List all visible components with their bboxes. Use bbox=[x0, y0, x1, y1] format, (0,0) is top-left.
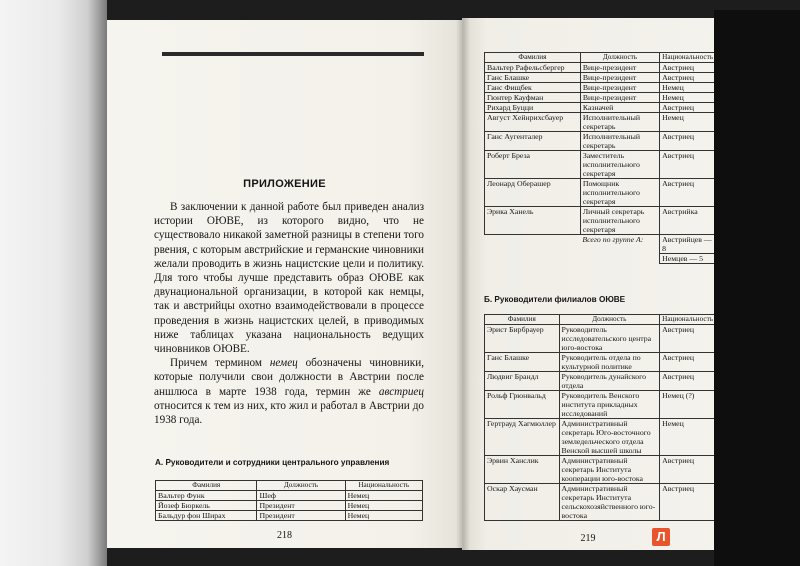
left-page bbox=[107, 20, 462, 548]
table-row: Эрика Ханель Личный секретарь исполнительного секретаря Австрийка bbox=[485, 207, 715, 235]
heading-table-b: Б. Руководители филиалов ОЮВЕ bbox=[484, 295, 626, 304]
table-row: Йозеф Бюркель Президент Немец bbox=[156, 501, 423, 511]
table-b bbox=[484, 314, 714, 521]
table-row: Ганс Блашке Руководитель отдела по культурной политике Австриец bbox=[485, 353, 715, 372]
column-header: Национальность bbox=[345, 481, 422, 491]
table-row: Вальтер Рафельсбергер Вице-президент Австриец bbox=[485, 63, 715, 73]
table-row: Эрист Бирбрауер Руководитель исследовательского центра юго-востока Австриец bbox=[485, 325, 715, 353]
column-header: Должность bbox=[580, 53, 659, 63]
table-row: Ганс Фищбек Вице-президент Немец bbox=[485, 83, 715, 93]
spine-shadow bbox=[456, 18, 470, 550]
table-row: Вальтер Функ Шеф Немец bbox=[156, 491, 423, 501]
left-page-edge bbox=[0, 0, 107, 566]
column-header: Фамилия bbox=[156, 481, 257, 491]
term-avstriets: австриец bbox=[378, 385, 424, 398]
table-row: Ганс Блашке Вице-президент Австриец bbox=[485, 73, 715, 83]
table-central-staff bbox=[484, 52, 714, 264]
paragraph: В заключении к данной работе был приведен анализ истории ОЮВЕ, из которого видно, что не существовало никакой заметной разницы в степени того рвения, с которым австрийские и германские чиновники желали проводить в жизнь нацистские цели и политику. Для того чтобы лучше представить образ ОЮВЕ как двунациональной организации, в которой как немцы, так и австрийцы охотно взаимодействовали в процессе проведения в жизнь нацистских целей, в приводимых ниже таблицах указана национальность ведущих чиновников ОЮВЕ. bbox=[154, 201, 424, 356]
table-row: Гюнтер Кауфман Вице-президент Немец bbox=[485, 93, 715, 103]
total-label: Всего по группе А: bbox=[582, 235, 644, 244]
term-nemets: немец bbox=[269, 357, 298, 370]
column-header: Национальность bbox=[660, 53, 714, 63]
header-rule bbox=[162, 52, 424, 56]
table-row: Рихард Буцци Казначей Австриец bbox=[485, 103, 715, 113]
background-edge bbox=[714, 10, 800, 566]
table-row: Август Хейнрихсбауер Исполнительный секретарь Немец bbox=[485, 113, 715, 132]
table-row: Гертрауд Хагмюллер Административный секретарь Юго-восточного земледельческого отдела Венской высшей школы Немец bbox=[485, 419, 715, 456]
table-header-row bbox=[156, 481, 423, 491]
table-row: Ганс Аугенталер Исполнительный секретарь Австриец bbox=[485, 132, 715, 151]
table-header-row bbox=[485, 53, 715, 63]
labirint-logo: Л bbox=[652, 528, 670, 546]
paragraph: Причем термином немец обозначены чиновники, которые получили свои должности в Австрии после аншлюса в марте 1938 года, термин же австриец относится к тем из них, кто жил и работал в Австрии до 1938 года. bbox=[154, 357, 424, 427]
heading-table-a: А. Руководители и сотрудники центрального управления bbox=[155, 458, 390, 467]
table-row: Роберт Бреза Заместитель исполнительного секретаря Австриец bbox=[485, 151, 715, 179]
column-header: Фамилия bbox=[485, 53, 581, 63]
table-row: Эрвин Ханслик Административный секретарь Института кооперации юго-востока Австриец bbox=[485, 456, 715, 484]
table-row: Оскар Хаусман Административный секретарь Института сельскохозяйственного юго-востока Австриец bbox=[485, 484, 715, 521]
body-text bbox=[154, 200, 424, 427]
column-header: Должность bbox=[257, 481, 345, 491]
section-title: ПРИЛОЖЕНИЕ bbox=[243, 178, 326, 190]
table-total-row bbox=[485, 235, 715, 264]
page-number: 219 bbox=[580, 533, 596, 544]
table-row: Людвиг Брандл Руководитель дунайского отдела Австриец bbox=[485, 372, 715, 391]
column-header: Фамилия bbox=[485, 315, 560, 325]
column-header: Национальность bbox=[660, 315, 714, 325]
table-row: Рольф Грюнвальд Руководитель Венского института прикладных исследований Немец (?) bbox=[485, 391, 715, 419]
page-number: 218 bbox=[277, 530, 292, 541]
total-values: Австрийцев — 8 Немцев — 5 bbox=[660, 235, 714, 264]
table-header-row bbox=[485, 315, 715, 325]
table-row: Бальдур фон Ширах Президент Немец bbox=[156, 511, 423, 521]
table-a bbox=[155, 480, 423, 521]
column-header: Должность bbox=[559, 315, 660, 325]
right-page bbox=[462, 18, 714, 550]
table-row: Леонард Оберашер Помощник исполнительного секретаря Австриец bbox=[485, 179, 715, 207]
